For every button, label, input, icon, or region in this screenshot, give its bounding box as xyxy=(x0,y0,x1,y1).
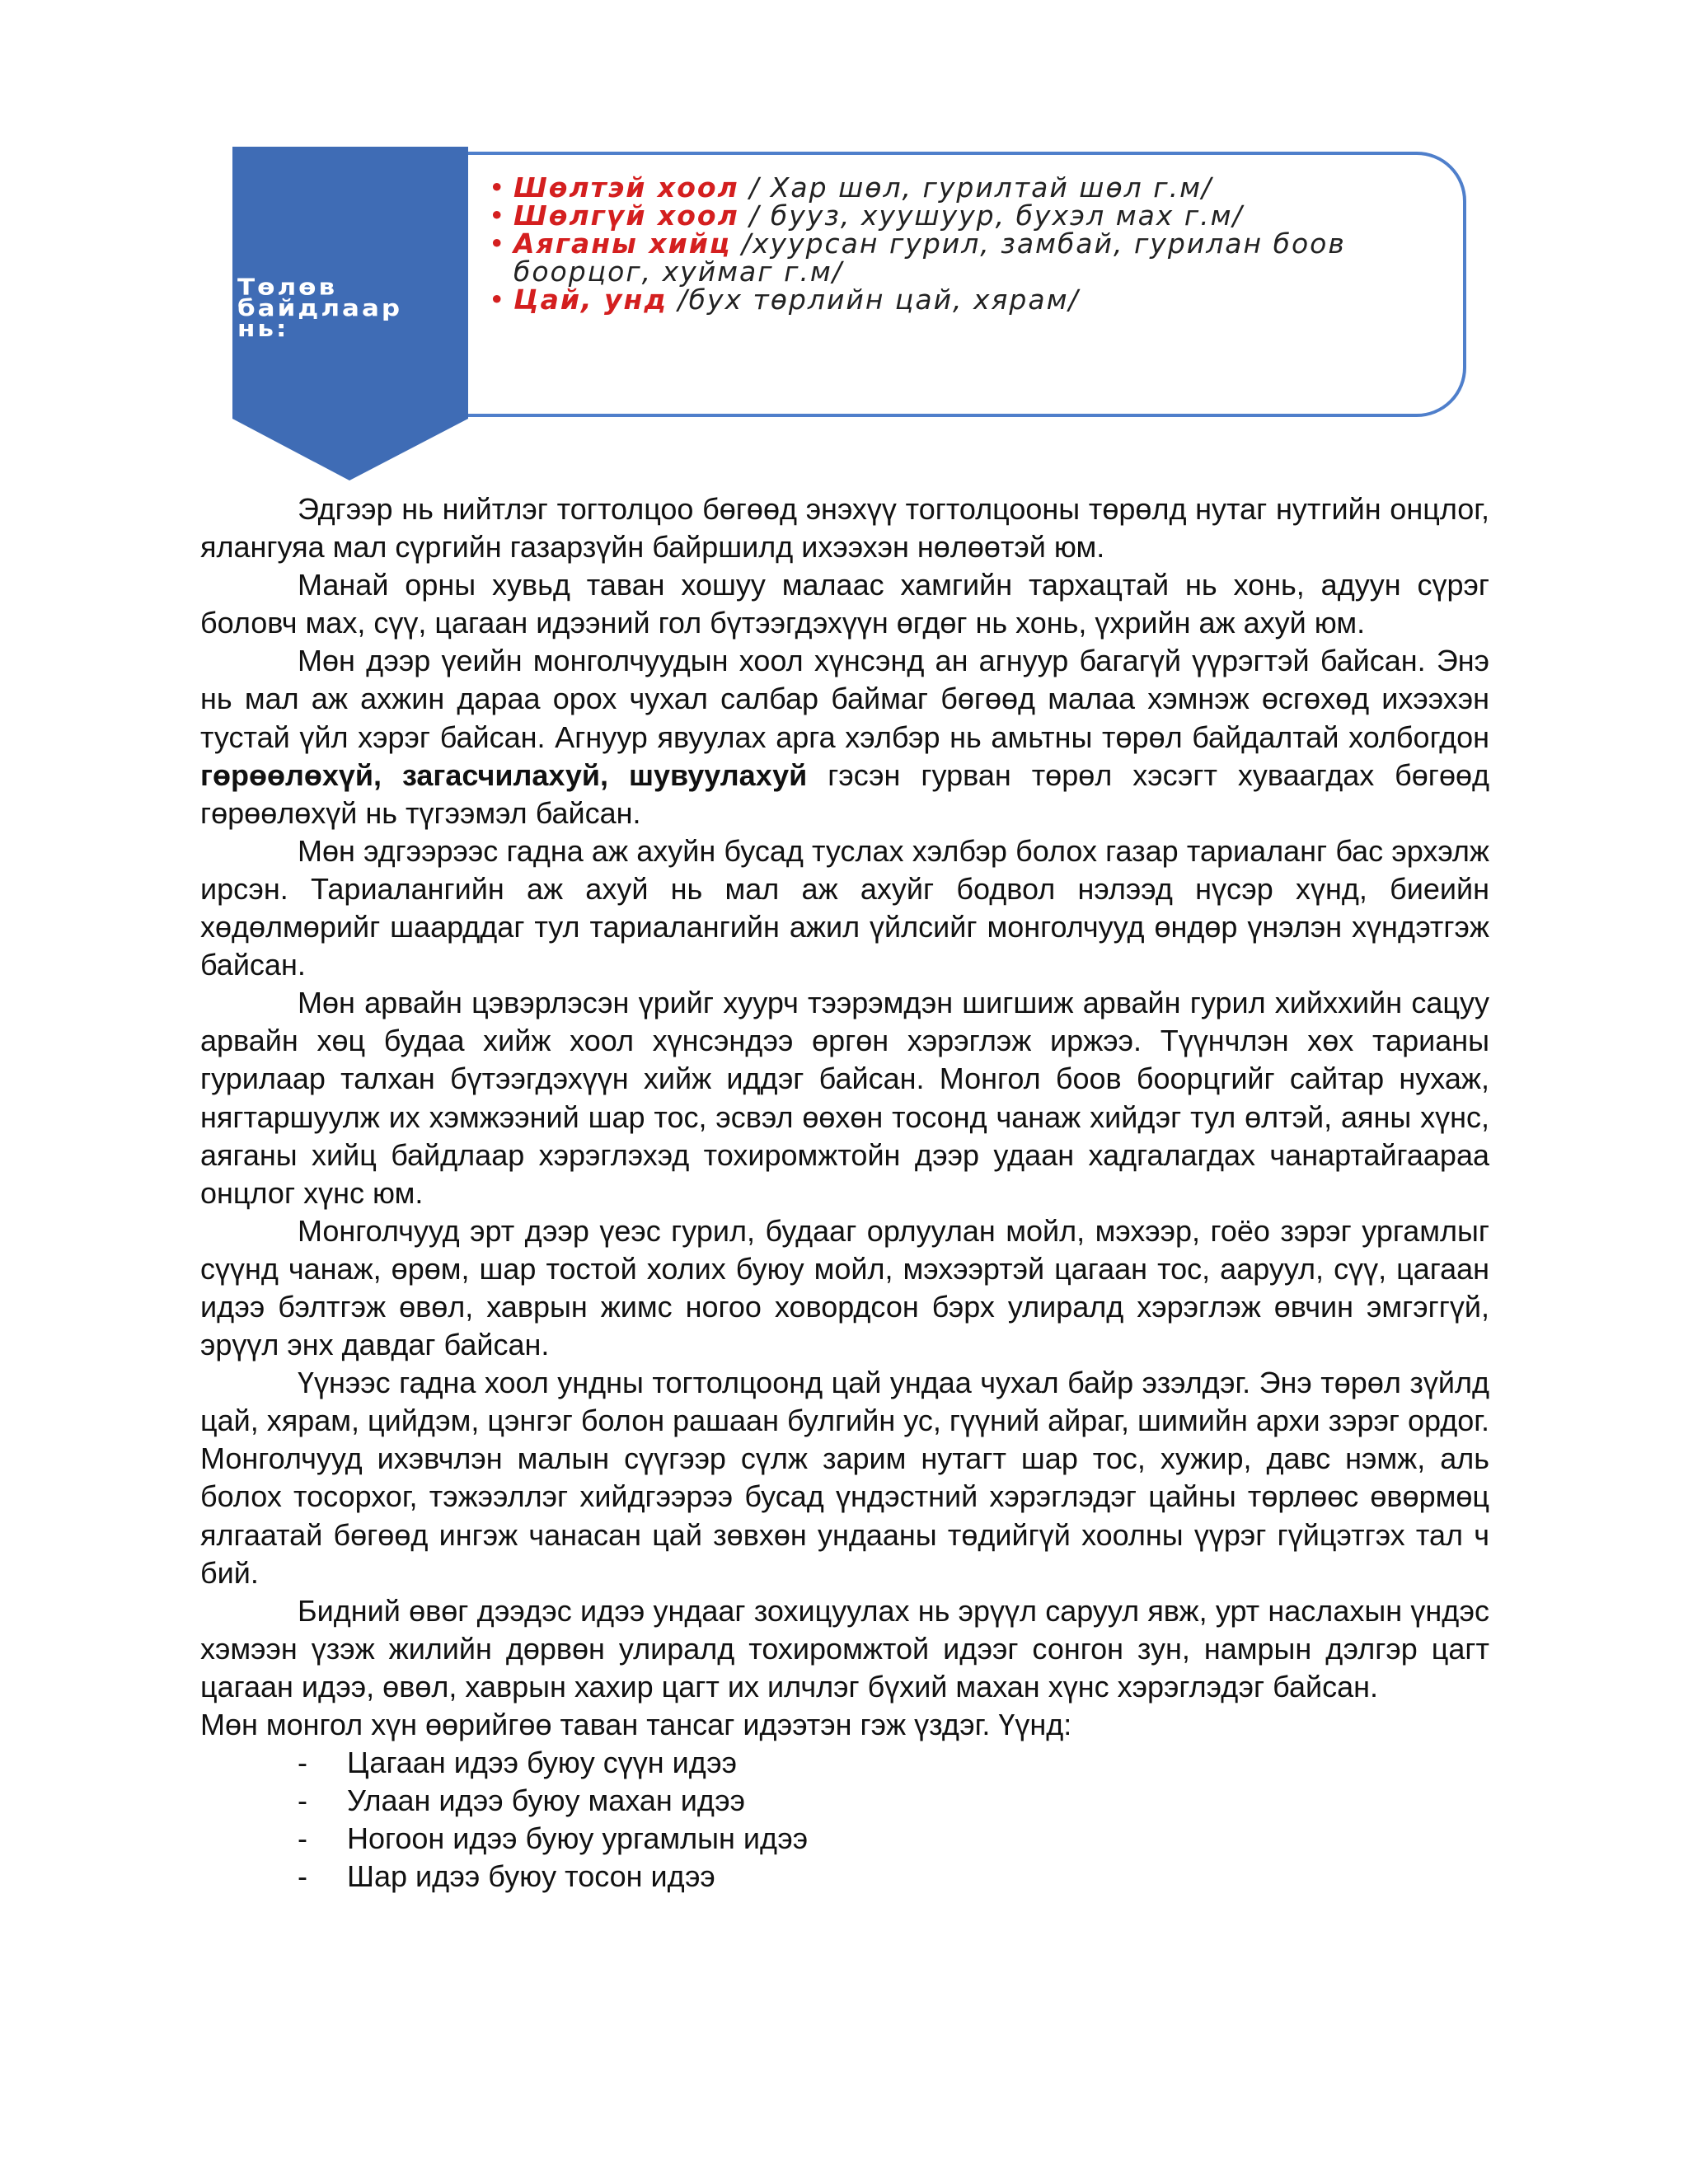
list-item-text: Улаан идээ буюу махан идээ xyxy=(347,1783,746,1818)
bullet-text: / Хар шөл, гурилтай шөл г.м/ xyxy=(738,171,1213,204)
paragraph-text: гэсэн гурван төрөл хэсэгт хуваагдах бөгөөд гөрөөлөхүй нь түгээмэл байсан. xyxy=(200,757,1489,830)
diagram-bullet xyxy=(489,199,1437,232)
list-item xyxy=(200,1744,1489,1782)
five-foods-list xyxy=(200,1744,1489,1896)
paragraph: Бидний өвөг дээдэс идээ ундааг зохицуулах нь эрүүл саруул явж, урт наслахын үндэс хэмээн үзэж жилийн дөрвөн улиралд тохиромжтой идээг сонгон зун, намрын дэлгэр цагт цагаан идээ, өвөл, хаврын хахир цагт их илчлэг бүхий махан хүнс хэрэглэдэг байсан. xyxy=(200,1593,1489,1704)
list-dash: - xyxy=(298,1783,307,1818)
diagram-label: Төлөв байдлаар нь: xyxy=(237,274,403,343)
list-item xyxy=(200,1782,1489,1820)
bullet-text: / бууз, хуушуур, бухэл мах г.м/ xyxy=(738,199,1244,232)
bullet-dot-icon: • xyxy=(489,227,507,260)
paragraph-bold-text: гөрөөлөхүй, загасчилахуй, шувуулахуй xyxy=(200,757,808,792)
bullet-keyword: Шөлтэй хоол xyxy=(513,171,739,204)
bullet-text: /хуурсан гурил, замбай, гурилан боов боорцог, хуймаг г.м/ xyxy=(513,227,1346,288)
bullet-keyword: Шөлгүй хоол xyxy=(513,199,739,232)
paragraph: Монголчууд эрт дээр үеэс гурил, будааг орлуулан мойл, мэхээр, гоёо зэрэг ургамлыг сүүнд чанаж, өрөм, шар тостой холих буюу мойл, мэхээртэй цагаан тос, ааруул, сүү, цагаан идээ бэлтгэж өвөл, хаврын жимс ногоо ховордсон бэрх улиралд хэрэглэж өвчин эмгэггүй, эрүүл энх давдаг байсан. xyxy=(200,1213,1489,1362)
diagram-bullet-list xyxy=(489,171,1437,316)
paragraph: Мөн монгол хүн өөрийгөө таван тансаг идээтэн гэж үздэг. Үүнд: xyxy=(200,1708,1072,1741)
list-item-text: Шар идээ буюу тосон идээ xyxy=(347,1859,715,1894)
paragraph xyxy=(200,642,1489,832)
list-item-text: Ногоон идээ буюу ургамлын идээ xyxy=(347,1821,809,1856)
list-item-text: Цагаан идээ буюу сүүн идээ xyxy=(347,1746,737,1780)
list-dash: - xyxy=(298,1859,307,1894)
diagram-bullet xyxy=(489,286,1437,314)
bullet-text: /бух төрлийн цай, хярам/ xyxy=(668,284,1080,316)
food-classification-diagram xyxy=(231,147,1471,485)
body-text xyxy=(200,490,1489,1896)
paragraph: Үүнээс гадна хоол ундны тогтолцоонд цай ундаа чухал байр эзэлдэг. Энэ төрөл зүйлд цай, хярам, цийдэм, цэнгэг болон рашаан булгийн ус, гүүний айраг, шимийн архи зэрэг ордог. Монголчууд ихэвчлэн малын сүүгээр сүлж зарим нутагт шар тос, хужир, давс нэмж, аль болох тосорхог, тэжээллэг хийдгээрээ бусад үндэстний хэрэглэдэг цайны төрлөөс өвөрмөц ялгаатай бөгөөд ингэж чанасан цай зөвхөн ундааны төдийгүй хоолны үүрэг гүйцэтгэх тал ч бий. xyxy=(200,1366,1489,1590)
paragraph: Эдгээр нь нийтлэг тогтолцоо бөгөөд энэхүү тогтолцооны төрөлд нутаг нутгийн онцлог, ялангуяа мал сүргийн газарзүйн байршилд ихээхэн нөлөөтэй юм. xyxy=(200,492,1489,565)
list-dash: - xyxy=(298,1746,307,1780)
paragraph: Мөн арвайн цэвэрлэсэн үрийг хуурч тээрэмдэн шигшиж арвайн гурил хийххийн сацуу арвайн хөц будаа хийж хоол хүнсэндээ өргөн хэрэглэж иржээ. Түүнчлэн хөх тарианы гурилаар талхан бүтээгдэхүүн хийж иддэг байсан. Монгол боов боорцгийг сайтар нухаж, нягтаршуулж их хэмжээний шар тос, эсвэл өөхөн тосонд чанаж хийдэг тул өлтэй, аяны хүнс, аяганы хийц байдлаар хэрэглэхэд тохиромжтойн дээр удаан хадгалагдах чанартайгаараа онцлог хүнс юм. xyxy=(200,986,1489,1210)
bullet-keyword: Аяганы хийц xyxy=(513,227,732,260)
list-item xyxy=(200,1820,1489,1858)
paragraph: Мөн эдгээрээс гадна аж ахуйн бусад туслах хэлбэр болох газар тариаланг бас эрхэлж ирсэн. Тариалангийн аж ахуй нь мал аж ахуйг бодвол нэлээд нүсэр хүнд, биеийн хөдөлмөрийг шаарддаг тул тариалангийн ажил үйлсийг монголчууд өндөр үнэлэн хүндэтгэж байсан. xyxy=(200,833,1489,982)
diagram-bullet xyxy=(489,171,1437,204)
bullet-dot-icon: • xyxy=(489,171,507,204)
paragraph-text: Мөн дээр үеийн монголчуудын хоол хүнсэнд ан агнуур багагүй үүрэгтэй байсан. Энэ нь мал аж ахжин дараа орох чухал салбар баймаг бөгөөд малаа хэмнэж өсгөхөд ихээхэн тустай үйл хэрэг байсан. Агнуур явуулах арга хэлбэр нь амьтны төрөл байдалтай холбогдон xyxy=(200,644,1489,754)
bullet-keyword: Цай, унд xyxy=(513,284,668,316)
diagram-bullet xyxy=(489,227,1437,288)
bullet-dot-icon: • xyxy=(489,284,507,316)
list-item xyxy=(200,1858,1489,1896)
paragraph: Манай орны хувьд таван хошуу малаас хамгийн тархацтай нь хонь, адуун сүрэг боловч мах, сүү, цагаан идээний гол бүтээгдэхүүн өгдөг нь хонь, үхрийн аж ахуй юм. xyxy=(200,568,1489,640)
bullet-dot-icon: • xyxy=(489,199,507,232)
list-dash: - xyxy=(298,1821,307,1856)
